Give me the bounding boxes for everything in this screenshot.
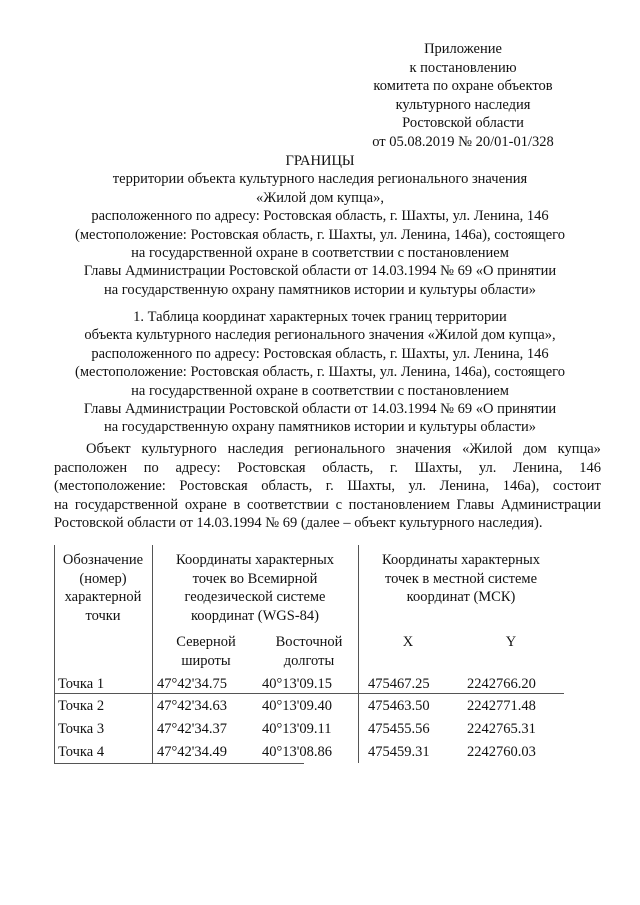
- appendix-header: [333, 40, 593, 151]
- paragraph-word: Главы: [456, 496, 495, 513]
- paragraph-word: г.: [389, 459, 398, 476]
- paragraph-word: культурного: [141, 441, 217, 457]
- paragraph-word: дом: [523, 441, 547, 457]
- paragraph-word: 146: [579, 459, 601, 476]
- paragraph-word: охране: [184, 496, 227, 513]
- paragraph-word: область,: [261, 478, 313, 494]
- paragraph-word: на: [54, 496, 69, 513]
- appendix-line: к постановлению: [409, 59, 517, 76]
- appendix-line: Приложение: [424, 41, 502, 57]
- table-rule-bottom: [54, 763, 304, 764]
- paragraph-word: по: [143, 459, 159, 476]
- heading-line: (местоположение: Ростовская область, г. Шахты, ул. Ленина, 146а), состоящего: [75, 226, 565, 243]
- paragraph-word: Объект: [86, 441, 131, 457]
- paragraph-line: [54, 459, 601, 478]
- paragraph-line: Ростовской области от 14.03.1994 № 69 (далее – объект культурного наследия).: [54, 515, 543, 531]
- row-east: 40°13'09.15: [262, 676, 333, 692]
- paragraph-word: (местоположение:: [54, 478, 166, 494]
- subheader-y: Y: [505, 634, 517, 650]
- paragraph-line: [54, 496, 601, 515]
- row-x: 475463.50: [368, 698, 430, 714]
- row-y: 2242771.48: [467, 698, 536, 714]
- paragraph-word: купца»: [557, 441, 601, 457]
- paragraph-word: с: [335, 496, 343, 513]
- paragraph-line: [54, 477, 601, 496]
- row-north: 47°42'34.49: [157, 744, 228, 760]
- row-point: Точка 3: [58, 721, 105, 737]
- paragraph-word: состоит: [552, 478, 601, 494]
- paragraph-word: Администрации: [500, 496, 601, 513]
- header-wgs84: Координаты характерных точек во Всемирной геодезической системе координат (WGS-84): [176, 552, 334, 624]
- row-point: Точка 4: [58, 744, 105, 760]
- paragraph-word: наследия: [227, 441, 284, 457]
- paragraph-word: значения: [395, 441, 452, 457]
- subheader-north-latitude: Северной широты: [176, 634, 236, 669]
- row-x: 475459.31: [368, 744, 430, 760]
- paragraph-word: Ростовская: [179, 478, 248, 494]
- heading-line: расположенного по адресу: Ростовская область, г. Шахты, ул. Ленина, 146: [91, 208, 549, 225]
- paragraph-word: в: [233, 496, 241, 513]
- heading-line: на государственную охрану памятников истории и культуры области»: [103, 281, 537, 298]
- appendix-line: от 05.08.2019 № 20/01-01/328: [372, 133, 554, 150]
- row-north: 47°42'34.63: [157, 698, 228, 714]
- paragraph-word: адресу:: [175, 459, 221, 476]
- heading-line: на государственной охране в соответствии с постановлением: [131, 245, 509, 262]
- table-heading: [0, 308, 640, 437]
- table-heading-line: Главы Администрации Ростовской области от 14.03.1994 № 69 «О принятии: [83, 401, 557, 418]
- body-paragraph: [54, 440, 601, 533]
- document-heading: [0, 152, 640, 299]
- row-point: Точка 1: [58, 676, 105, 692]
- paragraph-word: Шахты,: [347, 478, 395, 494]
- heading-line: территории объекта культурного наследия регионального значения: [112, 171, 528, 188]
- row-north: 47°42'34.75: [157, 676, 228, 692]
- appendix-line: культурного наследия: [395, 96, 531, 113]
- paragraph-word: регионального: [294, 441, 386, 457]
- paragraph-word: Ленина,: [439, 478, 490, 494]
- paragraph-word: соответствии: [247, 496, 329, 513]
- row-x: 475467.25: [368, 676, 430, 692]
- appendix-line: комитета по охране объектов: [373, 78, 553, 94]
- header-msk: Координаты характерных точек в местной системе координат (МСК): [382, 552, 540, 605]
- row-east: 40°13'08.86: [262, 744, 333, 760]
- paragraph-line: [54, 440, 601, 459]
- paragraph-word: г.: [325, 478, 334, 494]
- subheader-x: X: [402, 634, 414, 650]
- subheader-east-longitude: Восточной долготы: [275, 634, 343, 669]
- paragraph-word: расположен: [54, 459, 128, 476]
- table-heading-line: расположенного по адресу: Ростовская область, г. Шахты, ул. Ленина, 146: [91, 345, 549, 362]
- heading-line: Главы Администрации Ростовской области от 14.03.1994 № 69 «О принятии: [83, 263, 557, 280]
- row-y: 2242766.20: [467, 676, 536, 692]
- row-east: 40°13'09.40: [262, 698, 333, 714]
- heading-title: ГРАНИЦЫ: [285, 153, 355, 169]
- paragraph-word: 146а),: [502, 478, 540, 494]
- paragraph-word: область,: [322, 459, 374, 476]
- table-heading-line: объекта культурного наследия регионального значения «Жилой дом купца»,: [84, 327, 556, 344]
- paragraph-word: ул.: [408, 478, 427, 494]
- row-point: Точка 2: [58, 698, 105, 714]
- row-north: 47°42'34.37: [157, 721, 228, 737]
- appendix-line: Ростовской области: [402, 115, 524, 131]
- row-east: 40°13'09.11: [262, 721, 332, 737]
- table-heading-line: на государственную охрану памятников истории и культуры области»: [103, 419, 537, 436]
- row-y: 2242765.31: [467, 721, 536, 737]
- row-y: 2242760.03: [467, 744, 536, 760]
- paragraph-word: государственной: [74, 496, 179, 513]
- paragraph-word: «Жилой: [462, 441, 513, 457]
- row-x: 475455.56: [368, 721, 430, 737]
- table-heading-line: на государственной охране в соответствии с постановлением: [131, 382, 509, 399]
- paragraph-word: Ленина,: [513, 459, 563, 476]
- heading-line: «Жилой дом купца»,: [256, 189, 384, 206]
- table-heading-line: 1. Таблица координат характерных точек границ территории: [133, 309, 507, 325]
- paragraph-word: Ростовская: [237, 459, 306, 476]
- table-heading-line: (местоположение: Ростовская область, г. Шахты, ул. Ленина, 146а), состоящего: [75, 364, 565, 381]
- paragraph-word: Шахты,: [414, 459, 463, 476]
- paragraph-word: ул.: [478, 459, 497, 476]
- header-designation: Обозначение (номер) характерной точки: [62, 552, 144, 624]
- paragraph-word: постановлением: [348, 496, 450, 513]
